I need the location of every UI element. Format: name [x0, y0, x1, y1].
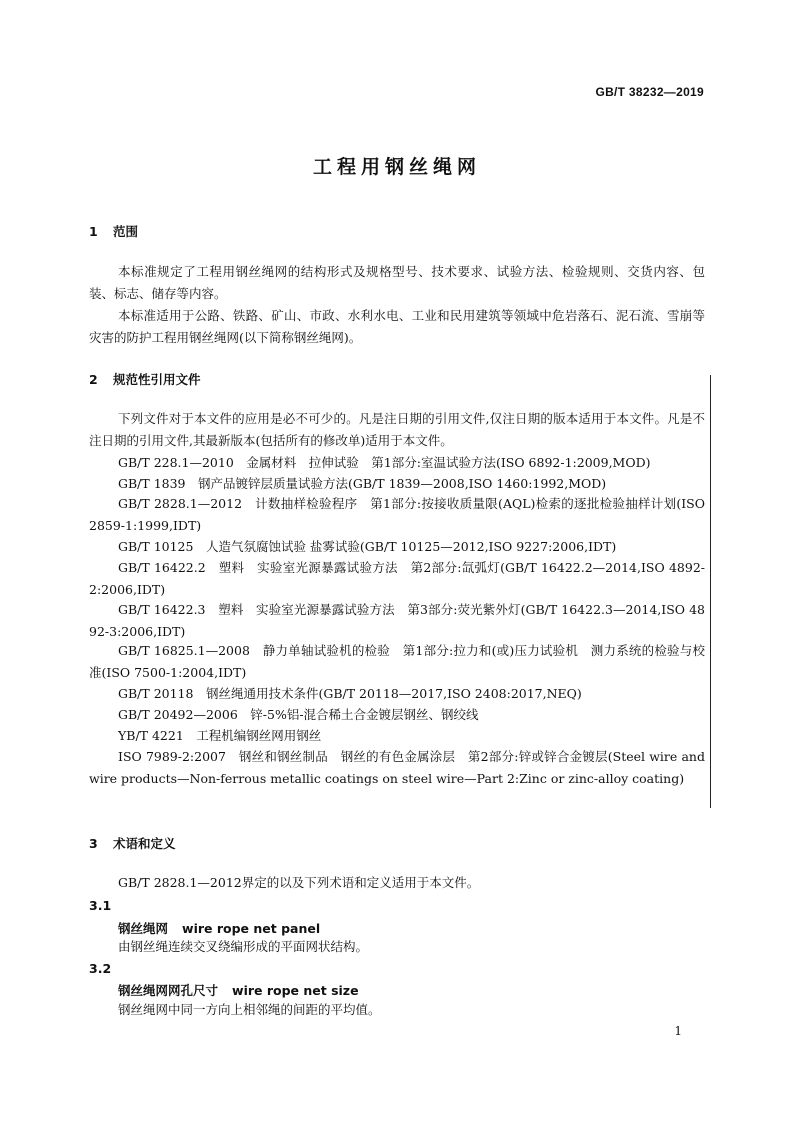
scope-paragraph: 本标准规定了工程用钢丝绳网的结构形式及规格型号、技术要求、试验方法、检验规则、交货内容、包装、标志、储存等内容。 — [89, 264, 705, 301]
reference-item: GB/T 2828.1—2012 计数抽样检验程序 第1部分:按接收质量限(AQL)检索的逐批检验抽样计划(ISO 2859-1:1999,IDT) — [89, 496, 705, 533]
reference-item: GB/T 10125 人造气氛腐蚀试验 盐雾试验(GB/T 10125—2012,ISO 9227:2006,IDT) — [118, 539, 617, 554]
terms-intro: GB/T 2828.1—2012界定的以及下列术语和定义适用于本文件。 — [118, 875, 480, 890]
reference-item: GB/T 20118 钢丝绳通用技术条件(GB/T 20118—2017,ISO 2408:2017,NEQ) — [118, 686, 582, 701]
revision-bar — [710, 375, 711, 808]
reference-item: GB/T 20492—2006 锌-5%铝-混合稀土合金镀层钢丝、钢绞线 — [118, 707, 479, 722]
page-number: 1 — [674, 1024, 682, 1038]
reference-item: GB/T 16422.3 塑料 实验室光源暴露试验方法 第3部分:荧光紫外灯(GB/T 16422.3—2014,ISO 4892-3:2006,IDT) — [89, 602, 705, 639]
term-name-zh: 钢丝绳网网孔尺寸 — [118, 983, 219, 998]
reference-item: GB/T 228.1—2010 金属材料 拉伸试验 第1部分:室温试验方法(ISO 6892-1:2009,MOD) — [118, 455, 651, 470]
term-name — [118, 981, 359, 999]
reference-item: GB/T 16825.1—2008 静力单轴试验机的检验 第1部分:拉力和(或)压力试验机 测力系统的检验与校准(ISO 7500-1:2004,IDT) — [89, 643, 705, 680]
scope-paragraph: 本标准适用于公路、铁路、矿山、市政、水利水电、工业和民用建筑等领域中危岩落石、泥石流、雪崩等灾害的防护工程用钢丝绳网(以下简称钢丝绳网)。 — [89, 308, 705, 345]
reference-item: ISO 7989-2:2007 钢丝和钢丝制品 钢丝的有色金属涂层 第2部分:锌或锌合金镀层(Steel wire and wire products—Non-ferrous metallic coatings on steel wire—Part 2:Zinc or zinc-alloy coating) — [89, 749, 705, 786]
section-title: 规范性引用文件 — [113, 372, 201, 387]
term-name-en: wire rope net panel — [182, 921, 321, 936]
references-intro: 下列文件对于本文件的应用是必不可少的。凡是注日期的引用文件,仅注日期的版本适用于本文件。凡是不注日期的引用文件,其最新版本(包括所有的修改单)适用于本文件。 — [89, 411, 705, 448]
term-name — [118, 919, 320, 937]
section-1-heading — [89, 222, 138, 240]
term-name-en: wire rope net size — [232, 983, 359, 998]
standard-code: GB/T 38232—2019 — [595, 85, 704, 99]
section-number: 1 — [89, 224, 98, 239]
term-number: 3.2 — [89, 961, 112, 976]
section-number: 3 — [89, 836, 98, 851]
section-2-heading — [89, 370, 201, 388]
section-title: 范围 — [113, 224, 139, 239]
term-number: 3.1 — [89, 898, 112, 913]
reference-item: GB/T 1839 钢产品镀锌层质量试验方法(GB/T 1839—2008,ISO 1460:1992,MOD) — [118, 476, 607, 491]
term-definition: 钢丝绳网中同一方向上相邻绳的间距的平均值。 — [118, 1002, 381, 1017]
term-name-zh: 钢丝绳网 — [118, 921, 169, 936]
reference-item: YB/T 4221 工程机编钢丝网用钢丝 — [118, 728, 322, 743]
term-definition: 由钢丝绳连续交叉绕编形成的平面网状结构。 — [118, 939, 369, 954]
section-number: 2 — [89, 372, 98, 387]
reference-item: GB/T 16422.2 塑料 实验室光源暴露试验方法 第2部分:氙弧灯(GB/T 16422.2—2014,ISO 4892-2:2006,IDT) — [89, 560, 705, 597]
section-3-heading — [89, 834, 176, 852]
page-title: 工程用钢丝绳网 — [312, 156, 481, 178]
section-title: 术语和定义 — [113, 836, 176, 851]
